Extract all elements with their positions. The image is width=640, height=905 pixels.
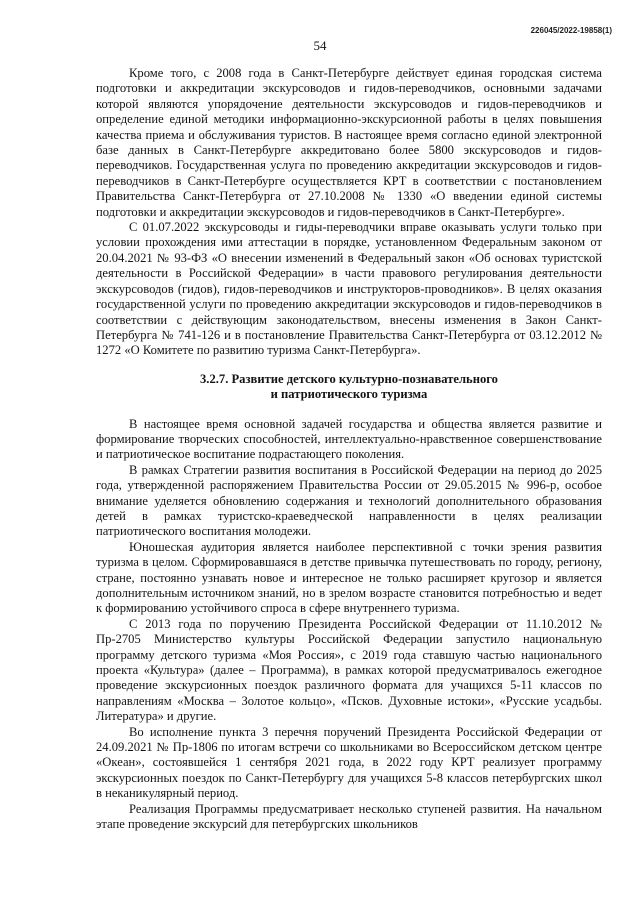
section-heading-line-2: и патриотического туризма bbox=[270, 387, 428, 402]
section-heading-line-1: 3.2.7. Развитие детского культурно-познавательного bbox=[200, 371, 498, 386]
paragraph-strategy: В рамках Стратегии развития воспитания в Российской Федерации на период до 2025 года, утвержденной распоряжением Правительства России от 29.05.2015 № 996-р, особое внимание уделяется обновлению содержания и технологий дополнительного образования детей в рамках туристско-краеведческой направленности в целях реализации патриотического воспитания молодежи. bbox=[96, 462, 602, 539]
paragraph-my-russia-program: С 2013 года по поручению Президента Российской Федерации от 11.10.2012 № Пр-2705 Министерство культуры Российской Федерации запустило национальную программу детского туризма «Моя Россия», с 2019 года ставшую частью национального проекта «Культура» (далее – Программа), в рамках которой предусматривалось ежегодное проведение экскурсионных поездок различного формата для учащихся 5-11 классов по направлениям «Москва – Золотое кольцо», «Псков. Духовные истоки», «Русские усадьбы. Литература» и другие. bbox=[96, 616, 602, 724]
paragraph-guide-accreditation: Кроме того, с 2008 года в Санкт-Петербурге действует единая городская система подготовки и аккредитации экскурсоводов и гидов-переводчиков, основными задачами которой являются упорядочение деятельности экскурсоводов и гидов-переводчиков и определение единой методики информационно-экскурсионной работы в целях повышения качества приема и обслуживания туристов. В настоящее время согласно единой электронной базе данных в Санкт-Петербурге аккредитовано более 5800 экскурсоводов и гидов-переводчиков. Государственная услуга по проведению аккредитации экскурсоводов и гидов-переводчиков в Санкт-Петербурге осуществляется КРТ в соответствии с постановлением Правительства Санкт-Петербурга от 27.10.2008 № 1330 «О введении единой системы подготовки и аккредитации экскурсоводов и гидов-переводчиков в Санкт-Петербурге». bbox=[96, 66, 602, 219]
paragraph-main-task: В настоящее время основной задачей государства и общества является развитие и формирование творческих способностей, интеллектуально-нравственное совершенствование и патриотическое воспитание подрастающего поколения. bbox=[96, 416, 602, 462]
body-text bbox=[96, 66, 602, 833]
paragraph-presidential-order: Во исполнение пункта 3 перечня поручений Президента Российской Федерации от 24.09.2021 № Пр-1806 по итогам встречи со школьниками во Всероссийском детском центре «Океан», состоявшейся 1 сентября 2021 года, в 2022 году КРТ реализует программу экскурсионных поездок по Санкт-Петербургу для учащихся 5-8 классов петербургских школ в неканикулярный период. bbox=[96, 724, 602, 801]
page-number: 54 bbox=[313, 38, 327, 53]
section-heading bbox=[96, 372, 602, 403]
paragraph-program-stages: Реализация Программы предусматривает несколько ступеней развития. На начальном этапе проведение экскурсий для петербургских школьников bbox=[96, 801, 602, 832]
paragraph-youth-audience: Юношеская аудитория является наиболее перспективной с точки зрения развития туризма в целом. Сформировавшаяся в детстве привычка путешествовать по городу, региону, стране, постоянно узнавать новое и интересное не только расширяет кругозор и является дополнительным источником знаний, но в зрелом возрасте становится потребностью и ведет к формированию устойчивого спроса в сфере внутреннего туризма. bbox=[96, 539, 602, 616]
document-id: 226045/2022-19858(1) bbox=[530, 26, 612, 35]
paragraph-guide-attestation: С 01.07.2022 экскурсоводы и гиды-переводчики вправе оказывать услуги только при условии прохождения ими аттестации в порядке, установленном Федеральным законом от 20.04.2021 № 93-ФЗ «О внесении изменений в Федеральный закон «Об основах туристской деятельности в Российской Федерации» в части правового регулирования деятельности экскурсоводов (гидов), гидов-переводчиков и инструкторов-проводников». В целях оказания государственной услуги по проведению аккредитации экскурсоводов и гидов-переводчиков в соответствии с действующим законодательством, внесены изменения в Закон Санкт-Петербурга № 741-126 и в постановление Правительства Санкт-Петербурга от 03.12.2012 № 1272 «О Комитете по развитию туризма Санкт-Петербурга». bbox=[96, 220, 602, 358]
